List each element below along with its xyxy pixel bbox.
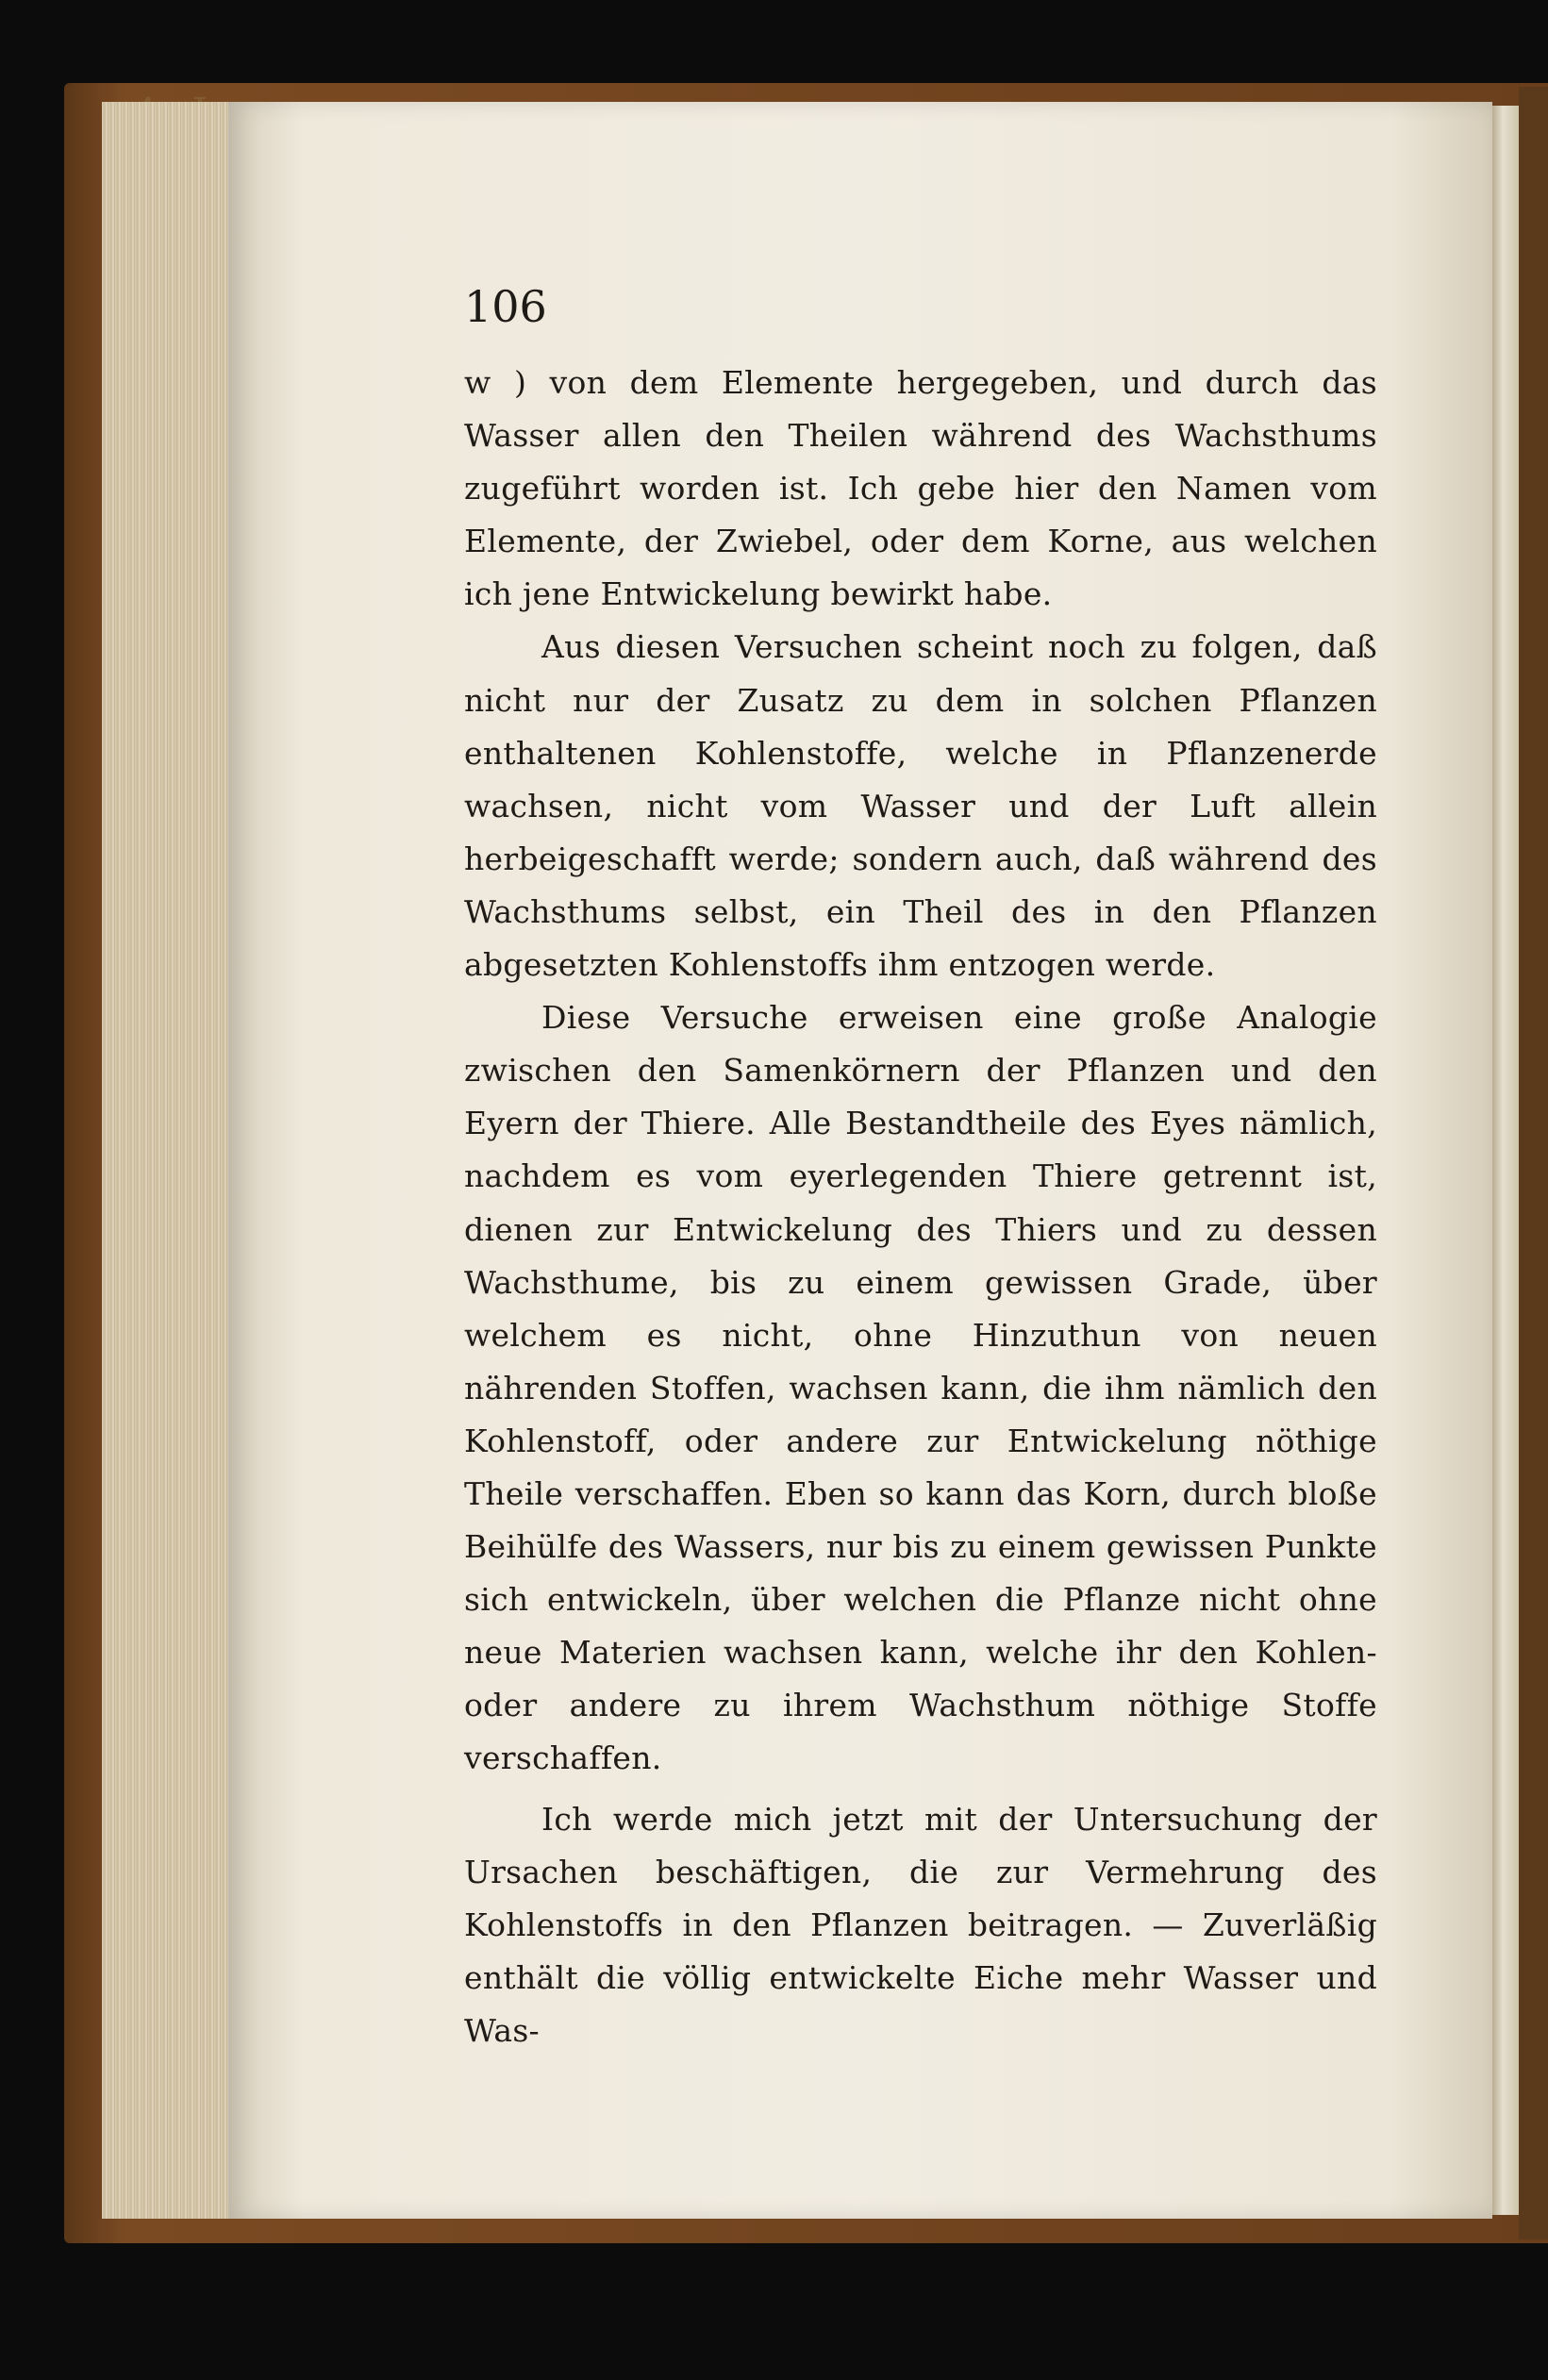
page-edges: [102, 102, 243, 2219]
back-cover-edge: [1519, 87, 1548, 2239]
paragraph-1: w ) von dem Elemente hergegeben, und durch das Wasser allen den Theilen während des Wachsthums zugeführt worden ist. Ich gebe hier den Namen vom Elemente, der Zwiebel, oder dem Korne, aus welchen ich jene Entwickelung bewirkt habe.: [464, 364, 1377, 613]
paragraph-2: Aus diesen Versuchen scheint noch zu folgen, daß nicht nur der Zusatz zu dem in solchen Pflanzen enthaltenen Kohlenstoffe, welche in Pflanzenerde wachsen, nicht vom Wasser und der Luft allein herbeigeschafft werde; sondern auch, daß während des Wachsthums selbst, ein Theil des in den Pflanzen abgesetzten Kohlenstoffs ihm entzogen werde.: [464, 628, 1377, 984]
page-text: [464, 357, 1377, 2057]
paragraph-3: Diese Versuche erweisen eine große Analogie zwischen den Samenkörnern der Pflanzen und den Eyern der Thiere. Alle Bestandtheile des Eyes nämlich, nachdem es vom eyerlegenden Thiere getrennt ist, dienen zur Entwickelung des Thiers und zu dessen Wachsthume, bis zu einem gewissen Grade, über welchem es nicht, ohne Hinzuthun von neuen nährenden Stoffen, wachsen kann, die ihm nämlich den Kohlenstoff, oder andere zur Entwickelung nöthige Theile verschaffen. Eben so kann das Korn, durch bloße Beihülfe des Wassers, nur bis zu einem gewissen Punkte sich entwickeln, über welchen die Pflanze nicht ohne neue Materien wachsen kann, welche ihr den Kohlen- oder andere zu ihrem Wachsthum nöthige Stoffe verschaffen.: [464, 999, 1377, 1777]
page-number: 106: [464, 281, 547, 332]
facing-page-edge: [1492, 106, 1519, 2215]
paragraph-4: Ich werde mich jetzt mit der Untersuchung der Ursachen beschäftigen, die zur Vermehrung des Kohlenstoffs in den Pflanzen beitragen. — Zuverläßig enthält die völlig entwickelte Eiche mehr Wasser und Was-: [464, 1800, 1377, 2049]
